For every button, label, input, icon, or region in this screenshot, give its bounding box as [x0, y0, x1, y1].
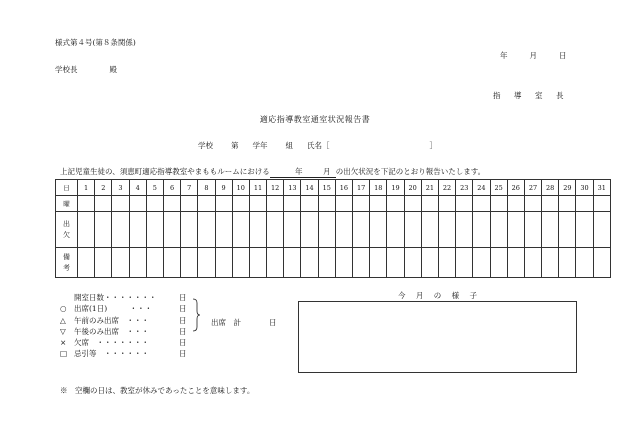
attendance-label-1: 出: [63, 219, 70, 228]
remarks-cell[interactable]: [559, 248, 576, 278]
attendance-cell[interactable]: [181, 212, 198, 248]
attendance-cell[interactable]: [232, 212, 249, 248]
attendance-cell[interactable]: [284, 212, 301, 248]
day-number: 29: [559, 180, 576, 196]
remarks-cell[interactable]: [95, 248, 112, 278]
attendance-cell[interactable]: [215, 212, 232, 248]
legend-row: [60, 315, 187, 326]
student-grade-prefix: 第: [231, 141, 239, 150]
weekday-cell[interactable]: [78, 196, 95, 212]
day-number: 16: [335, 180, 352, 196]
attendance-cell[interactable]: [404, 212, 421, 248]
weekday-cell[interactable]: [112, 196, 129, 212]
weekday-cell[interactable]: [559, 196, 576, 212]
total-label: 出席 計: [211, 318, 241, 327]
remarks-cell[interactable]: [404, 248, 421, 278]
legend-symbol: ×: [60, 338, 67, 348]
day-number: 18: [370, 180, 387, 196]
remarks-cell[interactable]: [78, 248, 95, 278]
student-school: 学校: [198, 141, 213, 150]
remarks-cell[interactable]: [438, 248, 455, 278]
remarks-cell[interactable]: [284, 248, 301, 278]
remarks-cell[interactable]: [473, 248, 490, 278]
remarks-cell[interactable]: [129, 248, 146, 278]
remarks-cell[interactable]: [232, 248, 249, 278]
remarks-cell[interactable]: [181, 248, 198, 278]
weekday-cell[interactable]: [387, 196, 404, 212]
right-brace-icon: [191, 298, 201, 332]
remarks-label-1: 備: [63, 252, 70, 261]
day-number: 13: [284, 180, 301, 196]
attendance-cell[interactable]: [421, 212, 438, 248]
student-name-label: 氏名［: [307, 141, 330, 150]
remarks-cell[interactable]: [249, 248, 266, 278]
weekday-cell[interactable]: [542, 196, 559, 212]
student-class: 組: [285, 141, 293, 150]
remarks-cell[interactable]: [456, 248, 473, 278]
remarks-cell[interactable]: [301, 248, 318, 278]
day-number: 23: [456, 180, 473, 196]
student-grade: 学年: [252, 141, 268, 150]
weekday-cell[interactable]: [370, 196, 387, 212]
day-number: 28: [542, 180, 559, 196]
remarks-cell[interactable]: [146, 248, 163, 278]
remarks-cell[interactable]: [421, 248, 438, 278]
legend-row: [60, 303, 187, 314]
remarks-cell[interactable]: [542, 248, 559, 278]
day-number: 9: [215, 180, 232, 196]
legend-label: 欠席 ・・・・・・・: [74, 338, 149, 348]
remarks-cell[interactable]: [387, 248, 404, 278]
attendance-cell[interactable]: [78, 212, 95, 248]
remarks-header-label: [56, 248, 78, 278]
weekday-cell[interactable]: [163, 196, 180, 212]
weekday-cell[interactable]: [232, 196, 249, 212]
weekday-cell[interactable]: [146, 196, 163, 212]
day-number: 22: [438, 180, 455, 196]
day-number: 20: [404, 180, 421, 196]
intro-after: の出欠状況を下記のとおり報告いたします。: [335, 167, 486, 176]
remarks-cell[interactable]: [335, 248, 352, 278]
remarks-cell[interactable]: [267, 248, 284, 278]
weekday-cell[interactable]: [318, 196, 335, 212]
attendance-cell[interactable]: [559, 212, 576, 248]
day-number: 25: [490, 180, 507, 196]
weekday-cell[interactable]: [421, 196, 438, 212]
weekday-cell[interactable]: [95, 196, 112, 212]
day-number: 7: [181, 180, 198, 196]
attendance-cell[interactable]: [163, 212, 180, 248]
attendance-cell[interactable]: [507, 212, 524, 248]
legend-symbol: △: [60, 315, 66, 325]
attendance-cell[interactable]: [593, 212, 610, 248]
form-id: 様式第４号(第８条関係): [55, 38, 136, 47]
weekday-cell[interactable]: [576, 196, 593, 212]
remarks-cell[interactable]: [353, 248, 370, 278]
day-number: 8: [198, 180, 215, 196]
remarks-cell[interactable]: [215, 248, 232, 278]
attendance-cell[interactable]: [370, 212, 387, 248]
legend-row: [60, 337, 187, 348]
day-row: [56, 180, 611, 196]
attendance-cell[interactable]: [129, 212, 146, 248]
attendance-cell[interactable]: [490, 212, 507, 248]
notes-title: 今 月 の 様 子: [398, 291, 482, 300]
legend-unit: 日: [179, 304, 187, 314]
attendance-label-2: 欠: [63, 230, 70, 239]
day-number: 21: [421, 180, 438, 196]
document-title: 適応指導教室通室状況報告書: [259, 115, 371, 124]
weekday-cell[interactable]: [404, 196, 421, 212]
date-day: 日: [559, 51, 567, 60]
weekday-cell[interactable]: [353, 196, 370, 212]
footnote: ※ 空欄の日は、教室が休みであったことを意味します。: [60, 386, 255, 395]
legend-row: [60, 292, 187, 303]
attendance-cell[interactable]: [576, 212, 593, 248]
day-number: 30: [576, 180, 593, 196]
intro-year: 年: [294, 167, 303, 176]
legend-unit: 日: [179, 315, 187, 325]
attendance-cell[interactable]: [456, 212, 473, 248]
day-number: 3: [112, 180, 129, 196]
day-number: 17: [353, 180, 370, 196]
student-line: [198, 140, 437, 151]
legend: [60, 292, 187, 360]
legend-unit: 日: [179, 326, 187, 336]
legend-symbol: ▽: [60, 326, 66, 336]
weekday-cell[interactable]: [129, 196, 146, 212]
attendance-cell[interactable]: [95, 212, 112, 248]
weekday-cell[interactable]: [438, 196, 455, 212]
weekday-cell[interactable]: [301, 196, 318, 212]
date-line: [500, 50, 567, 61]
attendance-total: [211, 317, 277, 328]
date-year: 年: [500, 51, 508, 60]
weekday-cell[interactable]: [215, 196, 232, 212]
addressee-name: 学校長: [55, 65, 78, 74]
attendance-cell[interactable]: [524, 212, 541, 248]
weekday-cell[interactable]: [198, 196, 215, 212]
weekday-cell[interactable]: [249, 196, 266, 212]
legend-unit: 日: [179, 349, 187, 359]
weekday-cell[interactable]: [284, 196, 301, 212]
weekday-cell[interactable]: [524, 196, 541, 212]
attendance-cell[interactable]: [387, 212, 404, 248]
weekday-cell[interactable]: [181, 196, 198, 212]
day-number: 6: [163, 180, 180, 196]
day-number: 10: [232, 180, 249, 196]
legend-symbol: □: [60, 349, 68, 359]
weekday-cell[interactable]: [456, 196, 473, 212]
sender: 指 導 室 長: [493, 91, 567, 100]
day-number: 27: [524, 180, 541, 196]
weekday-cell[interactable]: [593, 196, 610, 212]
attendance-cell[interactable]: [249, 212, 266, 248]
remarks-cell[interactable]: [576, 248, 593, 278]
addressee-honorific: 殿: [109, 65, 117, 74]
legend-label: 出席(1日) ・・・: [74, 304, 153, 314]
day-number: 4: [129, 180, 146, 196]
attendance-cell[interactable]: [112, 212, 129, 248]
attendance-cell[interactable]: [542, 212, 559, 248]
legend-row: [60, 348, 187, 359]
attendance-cell[interactable]: [267, 212, 284, 248]
remarks-cell[interactable]: [318, 248, 335, 278]
day-number: 11: [249, 180, 266, 196]
weekday-cell[interactable]: [473, 196, 490, 212]
day-number: 31: [593, 180, 610, 196]
day-number: 12: [267, 180, 284, 196]
day-number: 5: [146, 180, 163, 196]
weekday-cell[interactable]: [507, 196, 524, 212]
intro-year-field[interactable]: [270, 166, 310, 178]
legend-label: 忌引等 ・・・・・・: [74, 349, 149, 359]
attendance-cell[interactable]: [146, 212, 163, 248]
day-header-label: 日: [56, 180, 78, 196]
attendance-cell[interactable]: [318, 212, 335, 248]
day-number: 14: [301, 180, 318, 196]
remarks-cell[interactable]: [198, 248, 215, 278]
intro-month: 月: [322, 167, 331, 176]
intro-before: 上記児童生徒の、須恵町適応指導教室やまももルームにおける: [60, 167, 270, 176]
day-number: 2: [95, 180, 112, 196]
intro-text: [60, 166, 485, 178]
day-number: 26: [507, 180, 524, 196]
total-unit: 日: [269, 318, 277, 327]
student-name-close: ］: [429, 141, 437, 150]
remarks-cell[interactable]: [507, 248, 524, 278]
attendance-cell[interactable]: [473, 212, 490, 248]
legend-row: [60, 326, 187, 337]
legend-label: 午前のみ出席 ・・・: [74, 315, 149, 325]
day-number: 24: [473, 180, 490, 196]
day-number: 15: [318, 180, 335, 196]
legend-unit: 日: [179, 338, 187, 348]
attendance-header-label: [56, 212, 78, 248]
weekday-cell[interactable]: [267, 196, 284, 212]
addressee: [55, 64, 117, 75]
attendance-cell[interactable]: [198, 212, 215, 248]
attendance-cell[interactable]: [353, 212, 370, 248]
date-month: 月: [529, 51, 537, 60]
intro-month-field[interactable]: [310, 166, 336, 178]
weekday-row: [56, 196, 611, 212]
notes-box[interactable]: [298, 301, 577, 373]
remarks-cell[interactable]: [163, 248, 180, 278]
attendance-table: [55, 179, 611, 278]
remarks-cell[interactable]: [524, 248, 541, 278]
attendance-row: [56, 212, 611, 248]
weekday-header-label: 曜: [56, 196, 78, 212]
legend-label: 午後のみ出席 ・・・: [74, 326, 149, 336]
legend-label: 開室日数・・・・・・・: [74, 293, 157, 302]
attendance-cell[interactable]: [335, 212, 352, 248]
day-number: 1: [78, 180, 95, 196]
remarks-cell[interactable]: [593, 248, 610, 278]
attendance-cell[interactable]: [301, 212, 318, 248]
attendance-cell[interactable]: [438, 212, 455, 248]
remarks-cell[interactable]: [112, 248, 129, 278]
legend-symbol: ○: [60, 304, 67, 314]
remarks-cell[interactable]: [370, 248, 387, 278]
day-number: 19: [387, 180, 404, 196]
remarks-cell[interactable]: [490, 248, 507, 278]
weekday-cell[interactable]: [490, 196, 507, 212]
remarks-row: [56, 248, 611, 278]
remarks-label-2: 考: [63, 263, 70, 272]
weekday-cell[interactable]: [335, 196, 352, 212]
legend-unit: 日: [179, 293, 187, 302]
